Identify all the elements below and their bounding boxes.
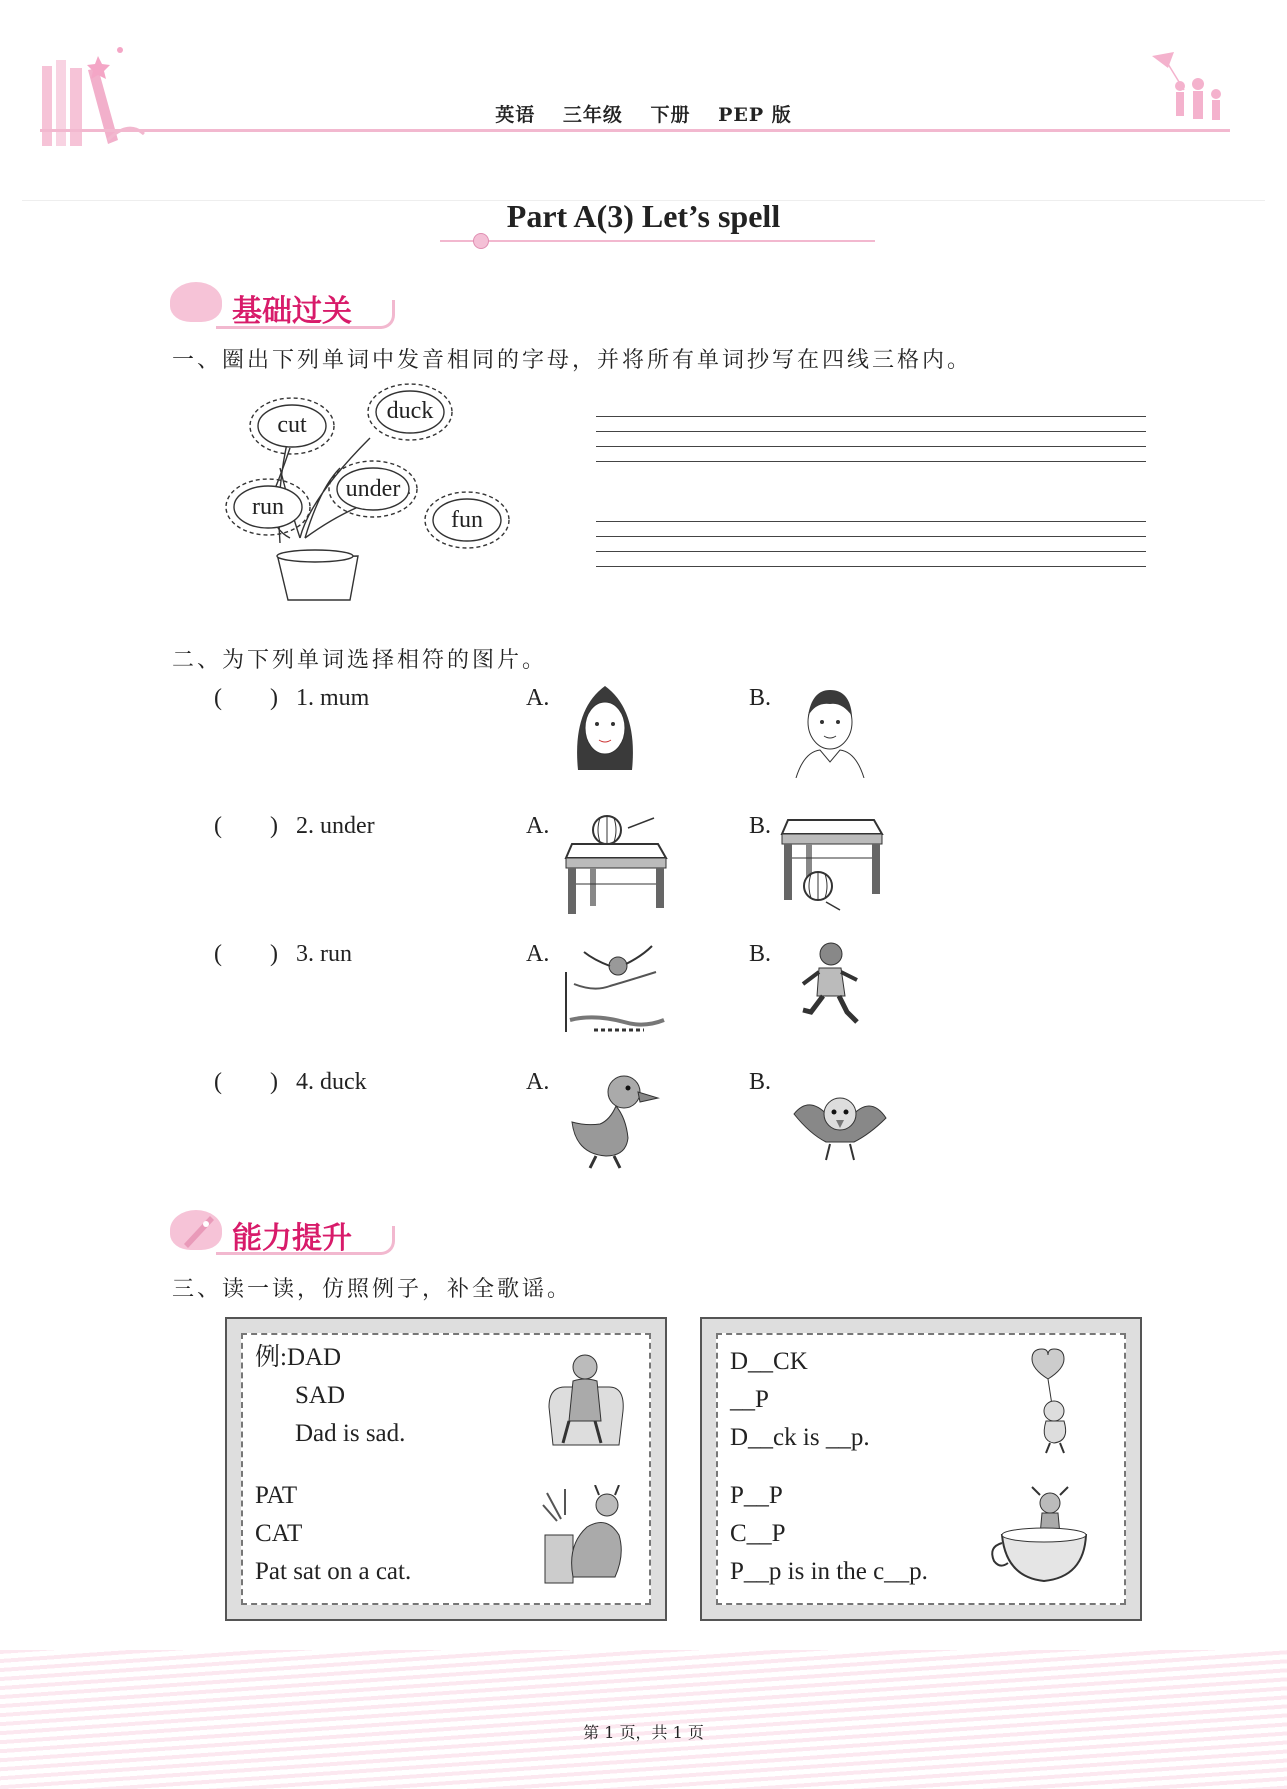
item-3-label: 3. run (296, 941, 352, 967)
item-2-option-b: B. (749, 813, 772, 839)
title-underline (440, 240, 875, 242)
sad-dad-in-chair-icon (539, 1347, 629, 1451)
father-face-icon (790, 682, 870, 778)
answer-paren-1[interactable]: ( ) (214, 685, 278, 711)
word-run: run (252, 494, 284, 520)
rhyme-duck-line-2[interactable]: __P (730, 1386, 769, 1413)
page-title: Part A(3) Let’s spell (506, 198, 781, 234)
fill-in-rhyme-box (700, 1317, 1142, 1621)
duck-with-balloon-icon (1018, 1345, 1088, 1455)
header-subject-line (0, 100, 1287, 127)
mother-face-icon (568, 680, 642, 774)
page-number: 第 1 页，共 1 页 (583, 1723, 704, 1742)
item-4-option-a: A. (526, 1069, 550, 1095)
rhyme-pat-line-3: Pat sat on a cat. (255, 1558, 412, 1585)
title-dot (473, 233, 489, 249)
example-rhyme-box (225, 1317, 667, 1621)
question-2-instruction: 二、为下列单词选择相符的图片。 (172, 648, 548, 673)
item-1-option-a: A. (526, 685, 550, 711)
question-1-instruction: 一、圈出下列单词中发音相同的字母，并将所有单词抄写在四线三格内。 (172, 348, 973, 373)
pat-on-cat-icon (537, 1485, 633, 1589)
rhyme-duck-line-3[interactable]: D__ck is __p. (730, 1424, 870, 1451)
answer-paren-3[interactable]: ( ) (214, 941, 278, 967)
answer-paren-2[interactable]: ( ) (214, 813, 278, 839)
four-line-grid-1[interactable] (596, 416, 1146, 476)
bird-icon (790, 1084, 890, 1168)
example-line-1: 例:DAD (255, 1344, 342, 1371)
rhyme-duck-line-1[interactable]: D__CK (730, 1348, 808, 1375)
answer-paren-4[interactable]: ( ) (214, 1069, 278, 1095)
item-2-option-a: A. (526, 813, 550, 839)
four-line-grid-2[interactable] (596, 521, 1146, 581)
rhyme-pup-line-3[interactable]: P__p is in the c__p. (730, 1558, 928, 1585)
word-fun: fun (451, 507, 483, 533)
item-4-label: 4. duck (296, 1069, 367, 1095)
section-heading-advanced: 能力提升 (232, 1221, 352, 1256)
rhyme-pat-line-1: PAT (255, 1482, 298, 1509)
header-edition: PEP 版 (718, 104, 792, 126)
word-duck: duck (386, 398, 434, 424)
example-line-3: Dad is sad. (295, 1420, 406, 1447)
graduation-cap-icon (170, 282, 222, 322)
running-boy-icon (795, 940, 865, 1030)
header-subject: 英语 (495, 104, 536, 126)
header-volume: 下册 (650, 104, 691, 126)
header-rule (40, 129, 1230, 132)
duck-icon (566, 1068, 662, 1172)
item-1-option-b: B. (749, 685, 772, 711)
example-line-2: SAD (295, 1382, 346, 1409)
ball-on-table-icon (562, 810, 668, 916)
header-grade: 三年级 (562, 104, 623, 126)
rhyme-pup-line-2[interactable]: C__P (730, 1520, 786, 1547)
rhyme-pat-line-2: CAT (255, 1520, 303, 1547)
item-4-option-b: B. (749, 1069, 772, 1095)
rocket-shape-icon (176, 1210, 220, 1250)
books-logo-icon (38, 40, 148, 150)
question-3-instruction: 三、读一读，仿照例子，补全歌谣。 (172, 1277, 573, 1302)
rhyme-pup-line-1[interactable]: P__P (730, 1482, 783, 1509)
word-under: under (345, 476, 401, 502)
item-3-option-b: B. (749, 941, 772, 967)
item-1-label: 1. mum (296, 685, 370, 711)
section-heading-basic: 基础过关 (232, 294, 352, 329)
item-3-option-a: A. (526, 941, 550, 967)
ball-under-table-icon (778, 814, 884, 920)
word-cut: cut (277, 412, 307, 438)
item-2-label: 2. under (296, 813, 375, 839)
pup-in-cup-icon (988, 1485, 1098, 1591)
swimming-child-icon (564, 942, 668, 1034)
